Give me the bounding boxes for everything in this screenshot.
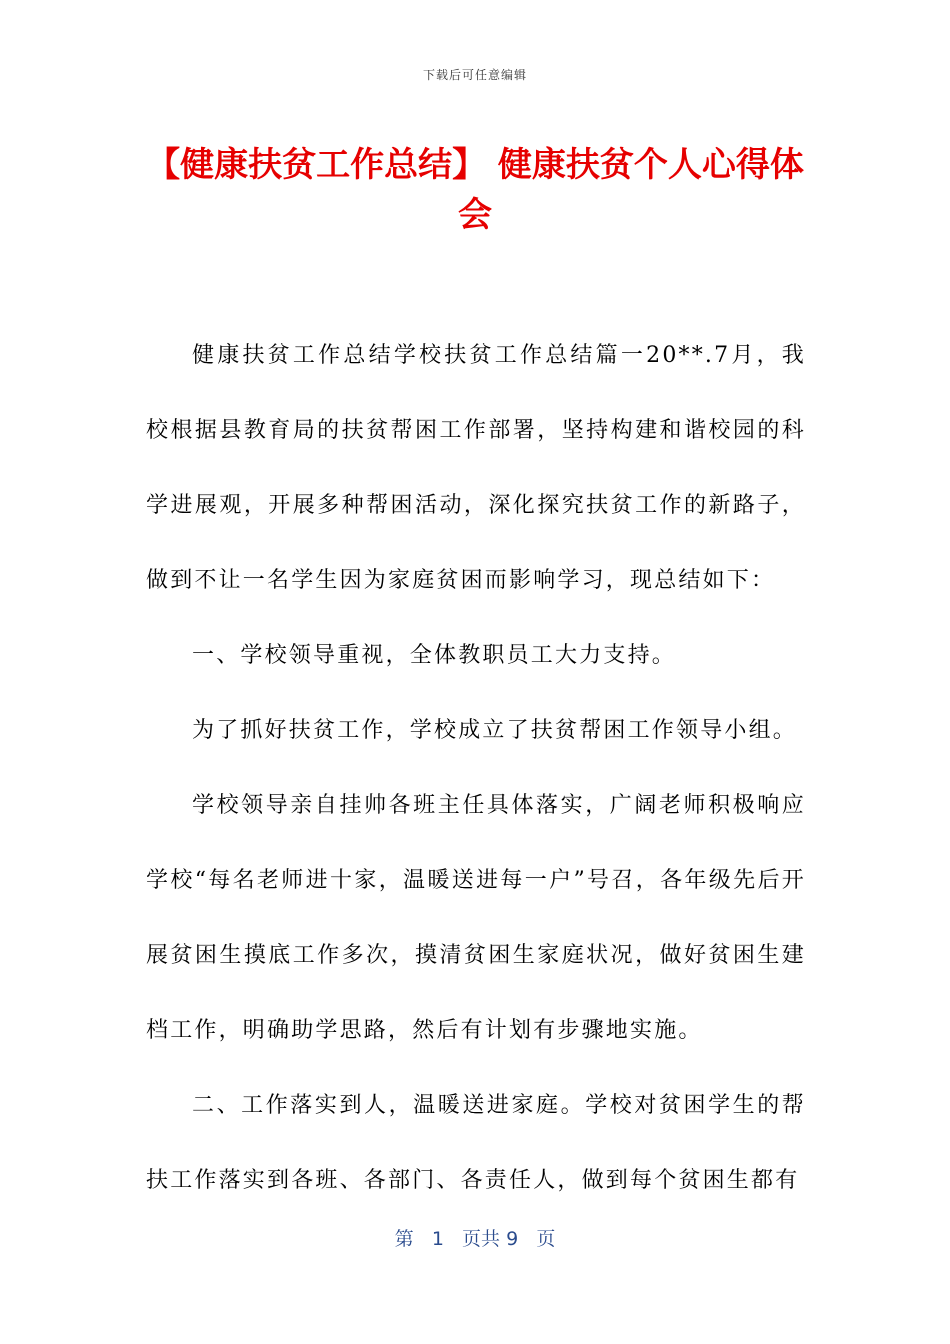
paragraph-2: 一、学校领导重视，全体教职员工大力支持。 [192, 643, 677, 668]
paragraph-3: 为了抓好扶贫工作，学校成立了扶贫帮困工作领导小组。 [192, 718, 798, 743]
document-body [146, 318, 806, 1218]
footer-prefix: 第 [394, 1228, 414, 1250]
header-note: 下载后可任意编辑 [422, 68, 527, 82]
page-footer [0, 1224, 950, 1251]
footer-middle: 页共 [462, 1228, 501, 1250]
paragraph-4: 学校领导亲自挂帅各班主任具体落实，广阔老师积极响应学校“每名老师进十家，温暖送进每一户”号召，各年级先后开展贫困生摸底工作多次，摸清贫困生家庭状况，做好贫困生建档工作，明确助学思路，然后有计划有步骤地实施。 [146, 793, 806, 1043]
footer-current-page: 1 [431, 1228, 444, 1250]
paragraph-1: 健康扶贫工作总结学校扶贫工作总结篇一20**.7月，我校根据县教育局的扶贫帮困工作部署，坚持构建和谐校园的科学进展观，开展多种帮困活动，深化探究扶贫工作的新路子，做到不让一名学生因为家庭贫困而影响学习，现总结如下： [146, 343, 806, 593]
footer-total-pages: 9 [506, 1228, 519, 1250]
document-title: 【健康扶贫工作总结】 健康扶贫个人心得体会 [146, 145, 804, 235]
footer-suffix: 页 [536, 1228, 556, 1250]
paragraph-5: 二、工作落实到人，温暖送进家庭。学校对贫困学生的帮扶工作落实到各班、各部门、各责任人，做到每个贫困生都有 [146, 1093, 806, 1193]
